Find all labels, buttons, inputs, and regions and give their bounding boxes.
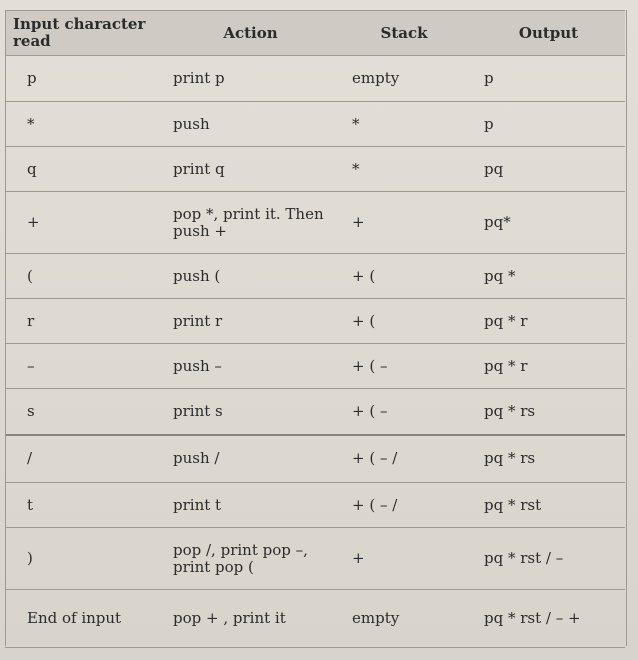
cell-action: push / [165,435,336,483]
cell-input: + [5,192,165,254]
cell-action: pop + , print it [165,590,336,648]
cell-stack: + [336,192,472,254]
cell-input: – [5,344,165,389]
cell-output: pq * rs [472,389,625,435]
cell-output: pq * rst / – + [472,590,625,648]
cell-output: p [472,102,625,147]
table-row [5,299,625,344]
cell-stack: + ( – [336,344,472,389]
cell-action: pop *, print it. Then push + [165,192,336,254]
cell-output: pq * rst / – [472,528,625,590]
table-row [5,254,625,299]
cell-stack: + ( [336,299,472,344]
table-row [5,435,625,483]
cell-output: pq * [472,254,625,299]
header-output: Output [472,11,625,56]
cell-input: t [5,483,165,528]
header-input-character: Input character read [5,11,165,56]
cell-stack: + ( [336,254,472,299]
table-row [5,389,625,435]
cell-action: push ( [165,254,336,299]
cell-stack: empty [336,56,472,102]
table-row [5,528,625,590]
cell-action: push – [165,344,336,389]
cell-input: r [5,299,165,344]
table-header-row [5,11,625,56]
cell-input: p [5,56,165,102]
cell-input: ) [5,528,165,590]
cell-input: / [5,435,165,483]
infix-to-postfix-table [5,10,625,648]
cell-action: print p [165,56,336,102]
cell-stack: + [336,528,472,590]
cell-action: print q [165,147,336,192]
cell-action: push [165,102,336,147]
cell-stack: * [336,147,472,192]
table-row [5,344,625,389]
header-stack: Stack [336,11,472,56]
cell-stack: + ( – / [336,435,472,483]
header-action: Action [165,11,336,56]
table-row [5,590,625,648]
cell-output: pq * r [472,299,625,344]
cell-input: * [5,102,165,147]
cell-action: print r [165,299,336,344]
cell-input: q [5,147,165,192]
cell-stack: + ( – / [336,483,472,528]
cell-output: pq * r [472,344,625,389]
table-row [5,192,625,254]
table-row [5,56,625,102]
cell-output: pq * rst [472,483,625,528]
cell-action: pop /, print pop –, print pop ( [165,528,336,590]
cell-stack: + ( – [336,389,472,435]
cell-output: pq [472,147,625,192]
cell-output: pq * rs [472,435,625,483]
cell-action: print t [165,483,336,528]
table-row [5,102,625,147]
table-row [5,483,625,528]
table-row [5,147,625,192]
cell-input: End of input [5,590,165,648]
cell-action: print s [165,389,336,435]
cell-output: p [472,56,625,102]
cell-output: pq* [472,192,625,254]
cell-input: s [5,389,165,435]
cell-stack: empty [336,590,472,648]
cell-input: ( [5,254,165,299]
cell-stack: * [336,102,472,147]
